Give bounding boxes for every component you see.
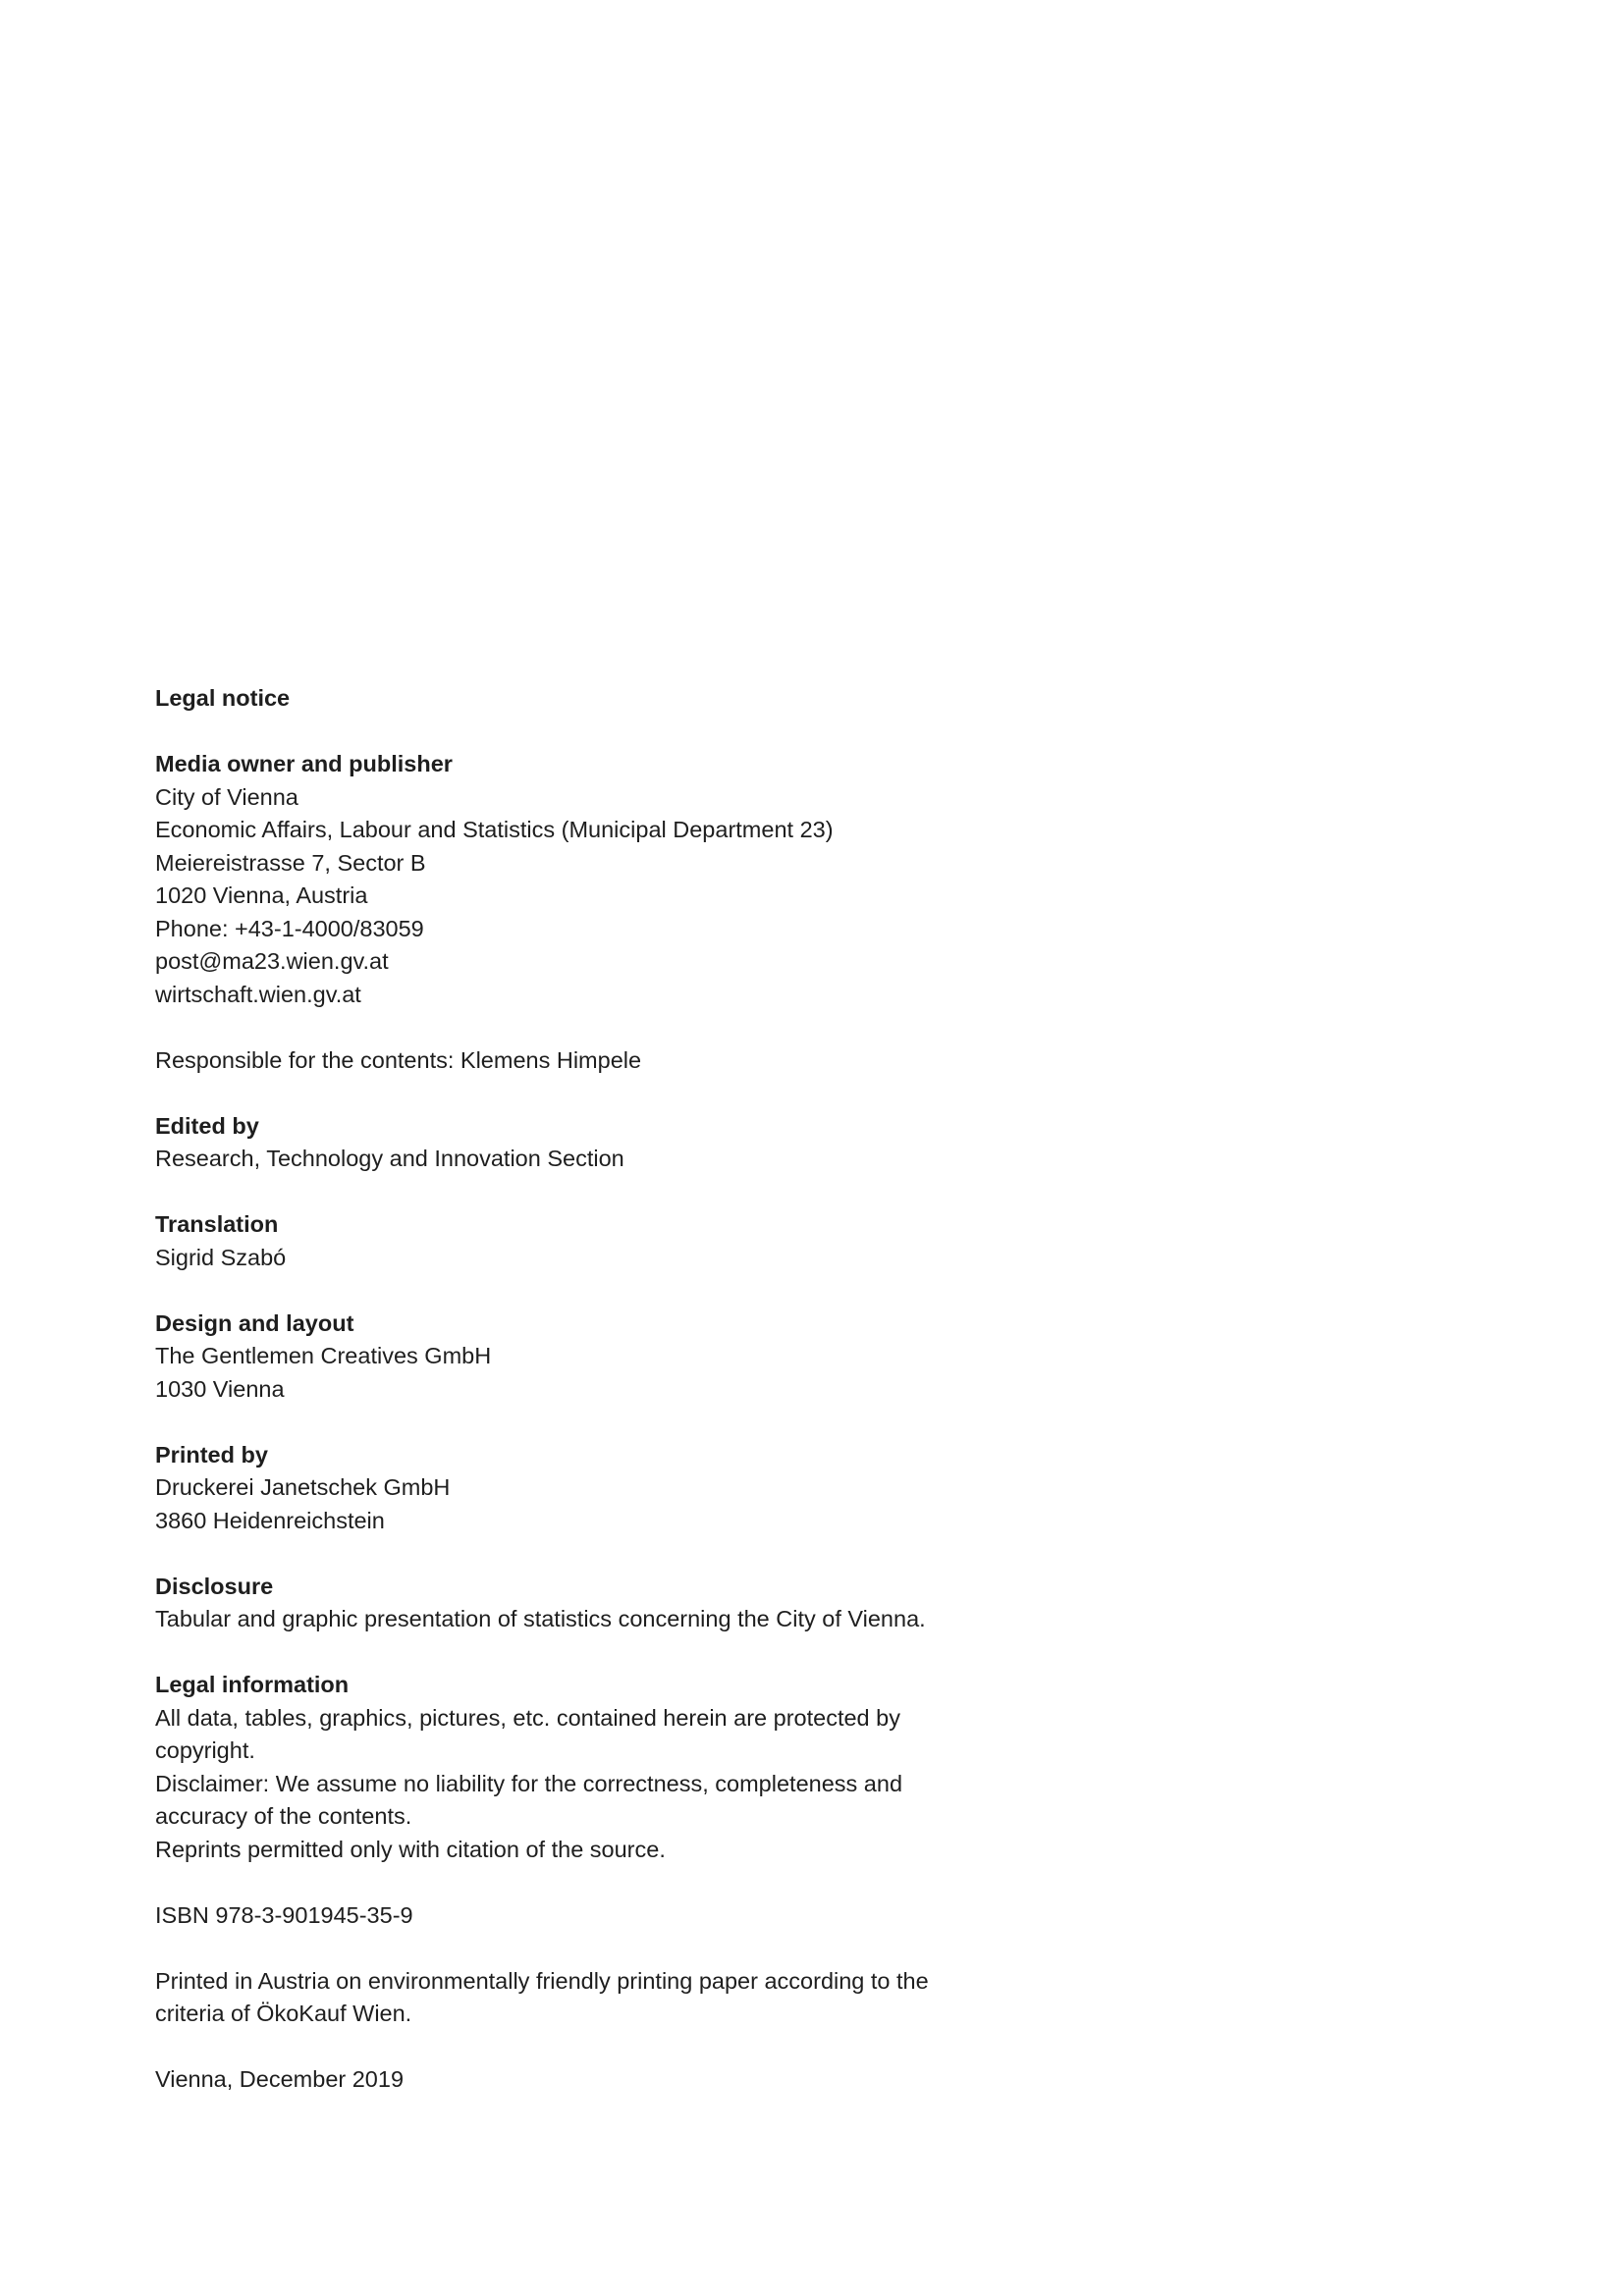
printed-by-section <box>155 1439 1000 1538</box>
media-owner-phone: Phone: +43-1-4000/83059 <box>155 915 424 941</box>
printed-by-company: Druckerei Janetschek GmbH <box>155 1474 451 1500</box>
design-city: 1030 Vienna <box>155 1375 285 1402</box>
legal-information-section <box>155 1669 1000 1866</box>
printed-in-note: Printed in Austria on environmentally friendly printing paper according to the criteria of ÖkoKauf Wien. <box>155 1967 929 2026</box>
edited-by-heading: Edited by <box>155 1112 259 1139</box>
spacer <box>155 1537 1000 1571</box>
spacer <box>155 1176 1000 1209</box>
spacer <box>155 1932 1000 1965</box>
reprints-text: Reprints permitted only with citation of the source. <box>155 1836 666 1862</box>
media-owner-department: Economic Affairs, Labour and Statistics (Municipal Department 23) <box>155 817 834 842</box>
media-owner-website: wirtschaft.wien.gv.at <box>155 981 361 1007</box>
translation-heading: Translation <box>155 1211 279 1237</box>
design-section <box>155 1308 1000 1407</box>
printed-by-city: 3860 Heidenreichstein <box>155 1507 385 1533</box>
copyright-text: All data, tables, graphics, pictures, etc. contained herein are protected by copyright. <box>155 1704 900 1763</box>
disclaimer-text: Disclaimer: We assume no liability for the correctness, completeness and accuracy of the contents. <box>155 1770 903 1829</box>
edited-by-section <box>155 1110 1000 1176</box>
isbn: ISBN 978-3-901945-35-9 <box>155 1901 413 1928</box>
spacer <box>155 1077 1000 1110</box>
legal-information-heading: Legal information <box>155 1672 350 1697</box>
disclosure-heading: Disclosure <box>155 1573 274 1599</box>
place-date: Vienna, December 2019 <box>155 2066 405 2092</box>
design-heading: Design and layout <box>155 1309 354 1336</box>
media-owner-heading: Media owner and publisher <box>155 751 453 776</box>
design-company: The Gentlemen Creatives GmbH <box>155 1343 492 1368</box>
disclosure-text: Tabular and graphic presentation of statistics concerning the City of Vienna. <box>155 1606 926 1631</box>
spacer <box>155 1274 1000 1308</box>
printed-by-heading: Printed by <box>155 1441 268 1468</box>
media-owner-email: post@ma23.wien.gv.at <box>155 948 389 974</box>
media-owner-street: Meiereistrasse 7, Sector B <box>155 849 426 876</box>
spacer <box>155 716 1000 749</box>
legal-notice-title: Legal notice <box>155 685 291 711</box>
translation-value: Sigrid Szabó <box>155 1244 287 1270</box>
edited-by-value: Research, Technology and Innovation Section <box>155 1146 624 1171</box>
media-owner-city: 1020 Vienna, Austria <box>155 882 368 908</box>
disclosure-section <box>155 1571 1000 1636</box>
responsible-contents: Responsible for the contents: Klemens Himpele <box>155 1046 642 1073</box>
translation-section <box>155 1208 1000 1274</box>
spacer <box>155 1866 1000 1899</box>
spacer <box>155 2031 1000 2064</box>
media-owner-section <box>155 748 1000 1011</box>
media-owner-name: City of Vienna <box>155 783 298 810</box>
spacer <box>155 1011 1000 1044</box>
spacer <box>155 1406 1000 1439</box>
imprint-block <box>155 682 1000 2097</box>
spacer <box>155 1636 1000 1670</box>
